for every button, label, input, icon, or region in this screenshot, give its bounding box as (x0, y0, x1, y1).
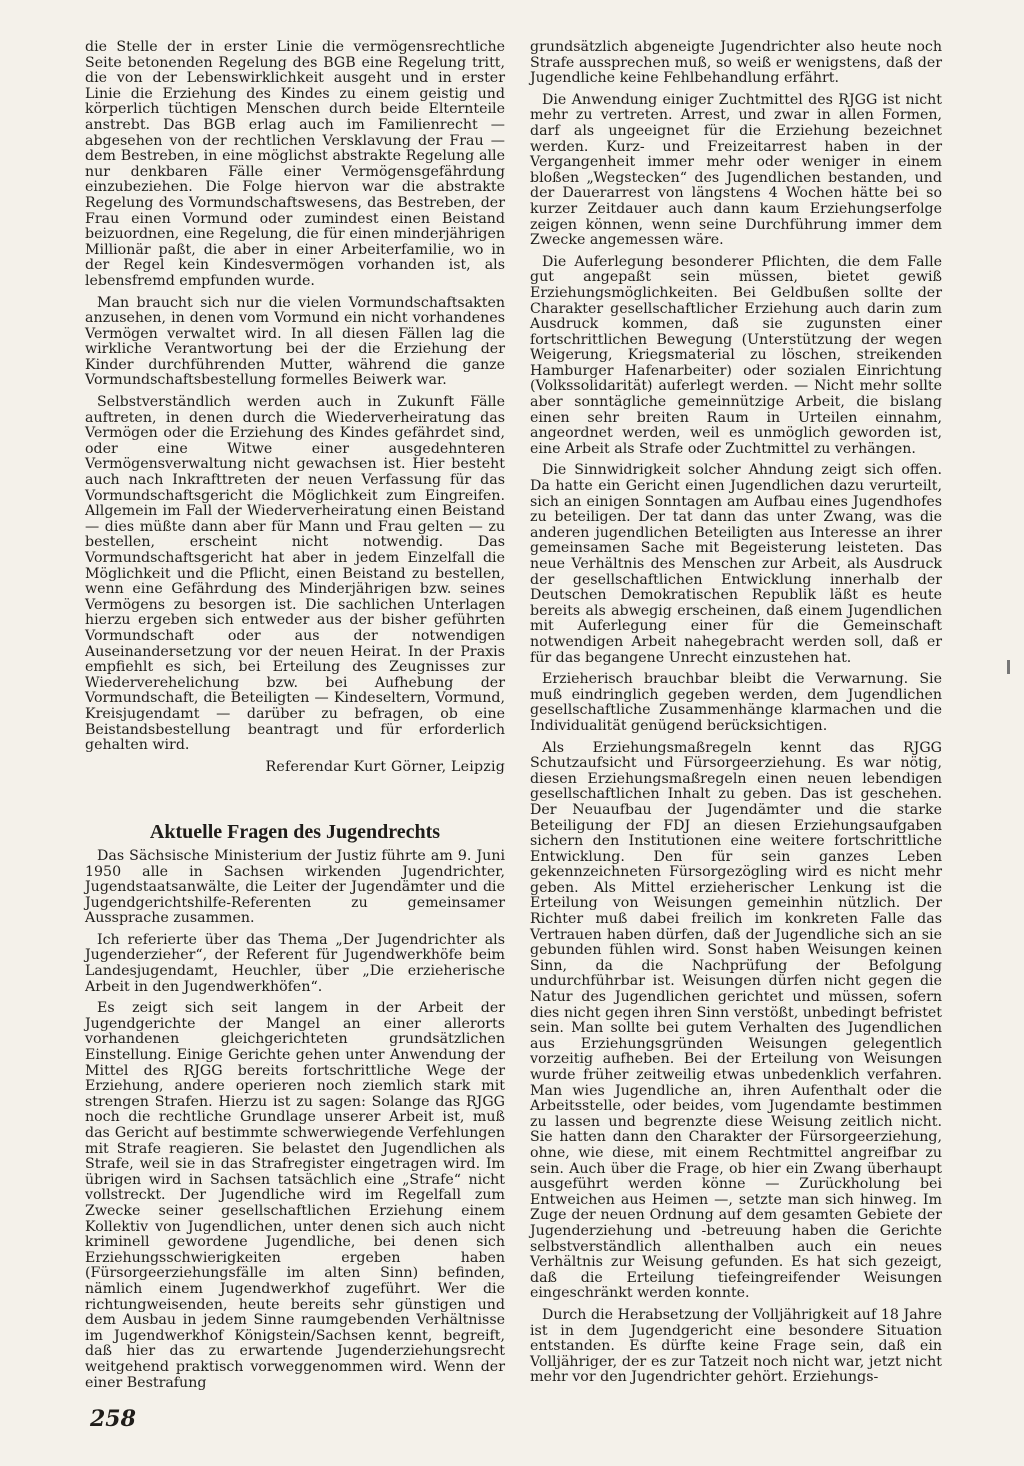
paragraph: grundsätzlich abgeneigte Jugendrichter also heute noch Strafe aussprechen muß, so weiß er wenigstens, daß der Jugendliche keine Fehlbehandlung erfährt. (530, 39, 942, 87)
paragraph: Das Sächsische Ministerium der Justiz führte am 9. Juni 1950 alle in Sachsen wirkenden Jugendrichter, Jugendstaatsanwälte, die Leiter der Jugendämter und die Jugendgerichtshilfe-Referenten zu gemeinsamer Aussprache zusammen. (85, 847, 505, 927)
paragraph: Es zeigt sich seit langem in der Arbeit der Jugendgerichte der Mangel an einer allerorts vorhandenen gleichgerichteten grundsätzlichen Einstellung. Einige Gerichte gehen unter Anwendung der Mittel des RJGG bereits fortschrittliche Wege der Erziehung, andere operieren noch ziemlich stark mit strengen Strafen. Hierzu ist zu sagen: Solange das RJGG noch die rechtliche Grundlage unserer Arbeit ist, muß das Gericht auf bestimmte schwerwiegende Verfehlungen mit Strafe reagieren. Sie belastet den Jugendlichen als Strafe, weil sie in das Strafregister eingetragen wird. Im übrigen wird in Sachsen tatsächlich eine „Strafe“ nicht vollstreckt. Der Jugendliche wird im Regelfall zum Zwecke seiner gesellschaftlichen Erziehung einem Kollektiv von Jugendlichen, unter denen sich auch nicht kriminell gewordene Jugendliche, bei denen sich Erziehungsschwierigkeiten ergeben haben (Fürsorgeerziehungsfälle im alten Sinn) befinden, nämlich einem Jugendwerkhof zugeführt. Wer die richtungweisenden, heute bereits sehr günstigen und dem Ausbau in jedem Sinne raumgebenden Verhältnisse im Jugendwerkhof Königstein/Sachsen kennt, begreift, daß hier das zu erwartende Jugenderziehungsrecht weitgehend praktisch vorweggenommen wird. Wenn der einer Bestrafung (85, 1000, 505, 1391)
paragraph: Die Auferlegung besonderer Pflichten, die dem Falle gut angepaßt sein müssen, bietet gewiß Erziehungsmöglichkeiten. Bei Geldbußen sollte der Charakter gesellschaftlicher Erziehung auch darin zum Ausdruck kommen, daß sie zugunsten einer fortschrittlichen Bewegung (Unterstützung der wegen Weigerung, Kriegsmaterial zu löschen, streikenden Hamburger Hafenarbeiter) oder sozialen Einrichtung (Volkssolidarität) auferlegt werden. — Nicht mehr sollte aber sonntägliche gemeinnützige Arbeit, die bislang einen sehr breiten Raum in Urteilen einnahm, angeordnet werden, weil es unmöglich geworden ist, eine Arbeit als Strafe oder Zuchtmittel zu verhängen. (530, 253, 942, 457)
paragraph: Als Erziehungsmaßregeln kennt das RJGG Schutzaufsicht und Fürsorgeerziehung. Es war nötig, diesen Erziehungsmaßregeln einen neuen lebendigen gesellschaftlichen Inhalt zu geben. Das ist geschehen. Der Neuaufbau der Jugendämter und die starke Beteiligung der FDJ an diesen Erziehungsaufgaben sichern den Institutionen eine weitere fortschrittliche Entwicklung. Den für sein ganzes Leben gekennzeichneten Fürsorgezögling wird es nicht mehr geben. Als Mittel erzieherischer Lenkung ist die Erteilung von Weisungen gemeinhin nützlich. Der Richter muß dabei freilich im konkreten Falle das Vertrauen haben dürfen, daß der Jugendliche sich an sie gebunden fühlen wird. Sonst haben Weisungen keinen Sinn, da die Nachprüfung der Befolgung undurchführbar ist. Weisungen dürfen nicht gegen die Natur des Jugendlichen gerichtet und müssen, sofern dies nicht gegen ihren Sinn verstößt, unbedingt befristet sein. Man sollte bei gutem Verhalten des Jugendlichen aus Erziehungsgründen Weisungen gelegentlich vorzeitig aufheben. Bei der Erteilung von Weisungen wurde früher zeitweilig etwas unbedenklich verfahren. Man wies Jugendliche an, ihren Aufenthalt oder die Arbeitsstelle, oder beides, vom Jugendamte bestimmen zu lassen und begrenzte diese Weisung zeitlich nicht. Sie hatten dann den Charakter der Fürsorgeerziehung, ohne, wie diese, mit einem Rechtmittel angreifbar zu sein. Auch über die Frage, ob hier ein Zwang überhaupt ausgeführt werden könne — Zurückholung bei Entweichen aus Heimen —, setzte man sich hinweg. Im Zuge der neuen Ordnung auf dem gesamten Gebiete der Jugenderziehung und -betreuung haben die Gerichte selbstverständlich allenthalben auch ein neues Verhältnis zur Weisung gefunden. Es hat sich gezeigt, daß die Erteilung tiefeingreifender Weisungen eingeschränkt werden konnte. (530, 739, 942, 1302)
margin-mark (1007, 660, 1010, 674)
paragraph: Die Sinnwidrigkeit solcher Ahndung zeigt sich offen. Da hatte ein Gericht einen Jugendlichen dazu verurteilt, sich an einigen Sonntagen am Aufbau eines Jugendhofes zu beteiligen. Der tat dann das unter Zwang, was die anderen jugendlichen Beteiligten aus Interesse an ihrer gemeinsamen Sache mit Begeisterung leisteten. Das neue Verhältnis des Menschen zur Arbeit, als Ausdruck der gesellschaftlichen Entwicklung innerhalb der Deutschen Demokratischen Republik läßt es heute bereits als abwegig erscheinen, daß einem Jugendlichen mit Auferlegung einer für die Gemeinschaft notwendigen Arbeit nahegebracht werden soll, daß er für das begangene Unrecht einzustehen hat. (530, 462, 942, 666)
right-column (530, 40, 942, 1392)
paragraph: Durch die Herabsetzung der Volljährigkeit auf 18 Jahre ist in dem Jugendgericht eine besondere Situation entstanden. Es dürfte keine Frage sein, daß ein Volljähriger, der es zur Tatzeit noch nicht war, jetzt nicht mehr vor den Jugendrichter gehört. Erziehungs- (530, 1306, 942, 1386)
author-signature: Referendar Kurt Görner, Leipzig (265, 758, 505, 775)
paragraph: Erzieherisch brauchbar bleibt die Verwarnung. Sie muß eindringlich gegeben werden, dem Jugendlichen gesellschaftliche Zusammenhänge klarmachen und die Individualität genügend berücksichtigen. (530, 671, 942, 734)
section-heading: Aktuelle Fragen des Jugendrechts (149, 821, 441, 844)
paragraph: Die Anwendung einiger Zuchtmittel des RJGG ist nicht mehr zu vertreten. Arrest, und zwar in allen Formen, darf als ungeeignet für die Erziehung bezeichnet werden. Kurz- und Freizeitarrest haben in der Vergangenheit immer mehr oder weniger in einem bloßen „Wegstecken“ des Jugendlichen bestanden, und der Dauerarrest von längstens 4 Wochen hätte bei so kurzer Zeitdauer auch dann kaum Erziehungserfolge zeigen können, wenn seine Durchführung immer dem Zwecke angemessen wäre. (530, 91, 942, 249)
paragraph: die Stelle der in erster Linie die vermögensrechtliche Seite betonenden Regelung des BGB eine Regelung tritt, die von der Lebenswirklichkeit ausgeht und in erster Linie die Erziehung des Kindes zu einem geistig und körperlich tüchtigen Menschen durch beide Elternteile anstrebt. Das BGB erlag auch im Familienrecht — abgesehen von der rechtlichen Versklavung der Frau — dem Bestreben, in eine möglichst abstrakte Regelung alle nur denkbaren Fälle einer Vermögensgefährdung einzubeziehen. Die Folge hiervon war die abstrakte Regelung des Vormundschaftswesens, das Bestreben, der Frau einen Vormund oder zumindest einen Beistand beizuordnen, eine Regelung, die für einen minderjährigen Millionär paßt, die aber in einer Arbeiterfamilie, wo in der Regel kein Kindesvermögen vorhanden ist, als lebensfremd empfunden wurde. (85, 39, 505, 289)
paragraph: Man braucht sich nur die vielen Vormundschaftsakten anzusehen, in denen vom Vormund ein nicht vorhandenes Vermögen verwaltet wird. In all diesen Fällen lag die wirkliche Verantwortung bei der die Erziehung der Kinder durchführenden Mutter, während die ganze Vormundschaftsbestellung formelles Beiwerk war. (85, 294, 505, 389)
left-column (85, 40, 505, 1397)
paragraph: Ich referierte über das Thema „Der Jugendrichter als Jugenderzieher“, der Referent für Jugendwerkhöfe beim Landesjugendamt, Heuchler, über „Die erzieherische Arbeit in den Jugendwerkhöfen“. (85, 931, 505, 995)
page-number: 258 (90, 1406, 136, 1432)
paragraph: Selbstverständlich werden auch in Zukunft Fälle auftreten, in denen durch die Wiederverheiratung das Vermögen oder die Erziehung des Kindes gefährdet sind, oder eine Witwe einer ausgedehnteren Vermögensverwaltung nicht gewachsen ist. Hier besteht auch nach Inkrafttreten der neuen Verfassung für das Vormundschaftsgericht die Möglichkeit zum Eingreifen. Allgemein im Fall der Wiederverheiratung einen Beistand — dies müßte dann aber für Mann und Frau gelten — zu bestellen, erscheint nicht notwendig. Das Vormundschaftsgericht hat aber in jedem Einzelfall die Möglichkeit und die Pflicht, einen Beistand zu bestellen, wenn eine Gefährdung des Minderjährigen bzw. seines Vermögens zu besorgen ist. Die sachlichen Unterlagen hierzu ergeben sich entweder aus der bisher geführten Vormundschaft oder aus der notwendigen Auseinandersetzung vor der neuen Heirat. In der Praxis empfiehlt es sich, bei Erteilung des Zeugnisses zur Wiederverehelichung bzw. bei Aufhebung der Vormundschaft, die Beteiligten — Kindeseltern, Vormund, Kreisjugendamt — darüber zu befragen, ob eine Beistandsbestellung beantragt und für erforderlich gehalten wird. (85, 394, 505, 754)
